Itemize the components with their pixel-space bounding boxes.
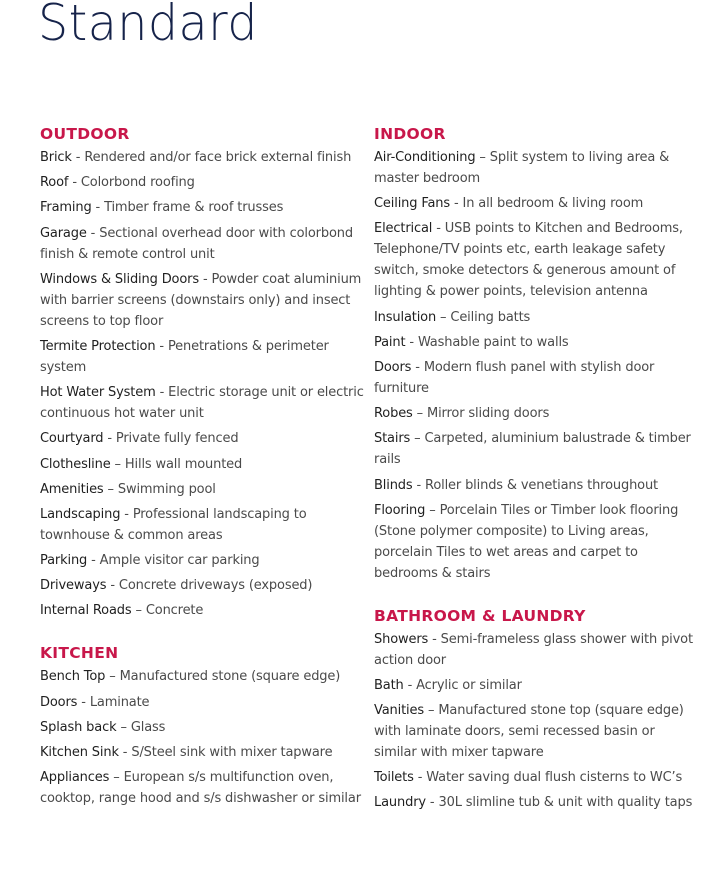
spec-separator: - [155, 385, 169, 401]
spec-label: Laundry [374, 795, 426, 811]
spec-description: Professional landscaping to townhouse & common areas [40, 506, 307, 543]
spec-separator: – [103, 481, 118, 497]
spec-separator: – [412, 406, 428, 422]
spec-separator: – [436, 309, 451, 325]
page-title: Standard [38, 0, 258, 52]
spec-label: Doors [374, 359, 412, 375]
spec-description: USB points to Kitchen and Bedrooms, Telephone/TV points etc, earth leakage safety switch, smoke detectors & generous amount of lighting & power points, television antenna [374, 221, 683, 300]
spec-separator: – [116, 719, 131, 735]
section-heading: INDOOR [374, 125, 446, 143]
spec-description: Laminate [89, 694, 150, 710]
spec-description: European s/s multifunction oven, cooktop, range hood and s/s dishwasher or similar [40, 770, 361, 807]
spec-separator: - [450, 196, 463, 212]
spec-item [40, 550, 365, 571]
spec-item [40, 197, 365, 218]
spec-separator: - [68, 175, 81, 191]
spec-item [374, 357, 699, 399]
spec-label: Amenities [40, 481, 104, 497]
spec-separator: - [77, 694, 90, 710]
spec-description: Water saving dual flush cisterns to WC’s [426, 770, 683, 786]
spec-item [40, 717, 365, 738]
spec-label: Landscaping [40, 506, 121, 522]
spec-description: Penetrations & perimeter system [40, 338, 329, 375]
spec-description: Carpeted, aluminium balustrade & timber rails [374, 431, 691, 468]
spec-description: Timber frame & roof trusses [104, 200, 284, 216]
spec-item [40, 767, 365, 809]
spec-label: Vanities [374, 703, 424, 719]
spec-item [40, 479, 365, 500]
spec-separator: - [155, 338, 168, 354]
spec-separator: - [403, 677, 417, 693]
spec-description: In all bedroom & living room [462, 196, 644, 212]
spec-separator: – [105, 669, 120, 685]
spec-label: Robes [374, 406, 413, 422]
spec-item [40, 336, 365, 378]
spec-description: Electric storage unit or electric continuous hot water unit [40, 385, 364, 422]
spec-label: Hot Water System [40, 385, 156, 401]
spec-description: Swimming pool [117, 481, 216, 497]
spec-separator: - [411, 359, 424, 375]
left-column [40, 124, 365, 831]
spec-description: Split system to living area & master bedroom [374, 150, 670, 186]
spec-description: Porcelain Tiles or Timber look flooring (Stone polymer composite) to Living areas, porcelain Tiles to wet areas and carpet to bedrooms & stairs [374, 502, 679, 581]
spec-separator: - [120, 506, 133, 522]
spec-separator: - [87, 553, 100, 569]
spec-separator: – [110, 456, 125, 472]
spec-item [40, 692, 365, 713]
spec-item [374, 675, 699, 696]
spec-item [374, 147, 699, 189]
spec-item [40, 223, 365, 265]
spec-label: Splash back [40, 719, 117, 735]
spec-separator: - [428, 631, 441, 647]
spec-separator: - [425, 795, 439, 811]
spec-label: Showers [374, 631, 429, 647]
spec-label: Appliances [40, 770, 110, 786]
spec-description: Manufactured stone top (square edge) with laminate doors, semi recessed basin or similar with mixer tapware [374, 703, 684, 761]
spec-separator: - [198, 271, 212, 287]
spec-label: Flooring [374, 502, 426, 518]
spec-item [374, 700, 699, 763]
spec-label: Parking [40, 553, 88, 569]
spec-separator: – [425, 502, 440, 518]
spec-description: Semi-frameless glass shower with pivot action door [374, 631, 693, 668]
spec-separator: – [475, 150, 490, 165]
spec-item [40, 504, 365, 546]
right-column [374, 124, 699, 835]
spec-label: Internal Roads [40, 603, 132, 619]
section-outdoor [40, 124, 365, 621]
spec-item [40, 600, 365, 621]
spec-separator: – [109, 770, 124, 786]
spec-description: Sectional overhead door with colorbond finish & remote control unit [40, 225, 353, 262]
spec-description: 30L slimline tub & unit with quality taps [438, 795, 693, 811]
spec-description: Hills wall mounted [124, 456, 243, 472]
section-bathroom-laundry [374, 606, 699, 814]
section-indoor [374, 124, 699, 584]
spec-item [374, 403, 699, 424]
spec-description: Private fully fenced [115, 431, 239, 447]
spec-label: Driveways [40, 578, 107, 594]
spec-description: Washable paint to walls [417, 334, 569, 350]
spec-item [40, 428, 365, 449]
spec-separator: – [131, 603, 146, 619]
spec-label: Termite Protection [40, 338, 156, 354]
spec-label: Insulation [374, 309, 437, 325]
spec-separator: - [432, 221, 445, 237]
spec-label: Brick [40, 150, 72, 165]
spec-item [374, 629, 699, 671]
spec-description: Colorbond roofing [80, 175, 195, 191]
spec-separator: - [118, 745, 132, 760]
spec-description: Powder coat aluminium with barrier screens (downstairs only) and insect screens to top floor [40, 271, 362, 329]
spec-item [374, 792, 699, 813]
spec-label: Electrical [374, 221, 433, 237]
spec-separator: – [410, 431, 425, 447]
spec-label: Bench Top [40, 669, 106, 685]
spec-item [40, 742, 365, 763]
spec-item [40, 666, 365, 687]
section-heading: BATHROOM & LAUNDRY [374, 606, 586, 625]
spec-description: Ceiling batts [450, 309, 531, 325]
spec-separator: - [91, 200, 105, 216]
spec-item [374, 307, 699, 328]
spec-description: Rendered and/or face brick external finish [84, 150, 352, 165]
spec-separator: - [412, 477, 426, 493]
spec-label: Blinds [374, 477, 413, 493]
spec-separator: – [423, 703, 439, 719]
spec-label: Garage [40, 225, 87, 241]
spec-description: Concrete [145, 603, 204, 619]
spec-label: Clothesline [40, 456, 111, 472]
spec-description: Modern flush panel with stylish door furniture [374, 359, 655, 396]
section-kitchen [40, 643, 365, 809]
spec-label: Courtyard [40, 431, 104, 447]
spec-label: Toilets [374, 770, 414, 786]
section-heading: OUTDOOR [40, 125, 130, 143]
spec-item [40, 454, 365, 475]
spec-separator: - [86, 225, 100, 241]
spec-label: Roof [40, 175, 69, 191]
spec-item [374, 332, 699, 353]
spec-label: Air-Conditioning [374, 150, 476, 165]
spec-separator: - [71, 150, 85, 165]
spec-label: Stairs [374, 431, 411, 447]
spec-label: Doors [40, 694, 78, 710]
spec-description: Roller blinds & venetians throughout [425, 477, 658, 493]
spec-description: Manufactured stone (square edge) [119, 669, 341, 685]
spec-separator: - [413, 770, 427, 786]
spec-description: Acrylic or similar [416, 677, 522, 693]
spec-label: Ceiling Fans [374, 196, 450, 212]
spec-description: Glass [130, 719, 166, 735]
spec-item [40, 382, 365, 424]
spec-item [374, 218, 699, 302]
spec-separator: - [405, 334, 418, 350]
spec-item [374, 428, 699, 470]
spec-item [40, 147, 365, 168]
spec-item [374, 767, 699, 788]
spec-label: Paint [374, 334, 406, 350]
spec-description: S/Steel sink with mixer tapware [131, 745, 333, 760]
spec-label: Windows & Sliding Doors [40, 271, 199, 287]
spec-description: Ample visitor car parking [99, 553, 260, 569]
spec-item [374, 193, 699, 214]
spec-separator: - [106, 578, 119, 594]
spec-item [40, 172, 365, 193]
spec-label: Bath [374, 677, 404, 693]
spec-item [374, 500, 699, 584]
spec-description: Mirror sliding doors [427, 406, 550, 422]
spec-separator: - [103, 431, 116, 447]
spec-label: Kitchen Sink [40, 745, 119, 760]
spec-item [374, 475, 699, 496]
spec-item [40, 269, 365, 332]
spec-label: Framing [40, 200, 92, 216]
spec-item [40, 575, 365, 596]
section-heading: KITCHEN [40, 644, 119, 663]
spec-description: Concrete driveways (exposed) [118, 578, 313, 594]
